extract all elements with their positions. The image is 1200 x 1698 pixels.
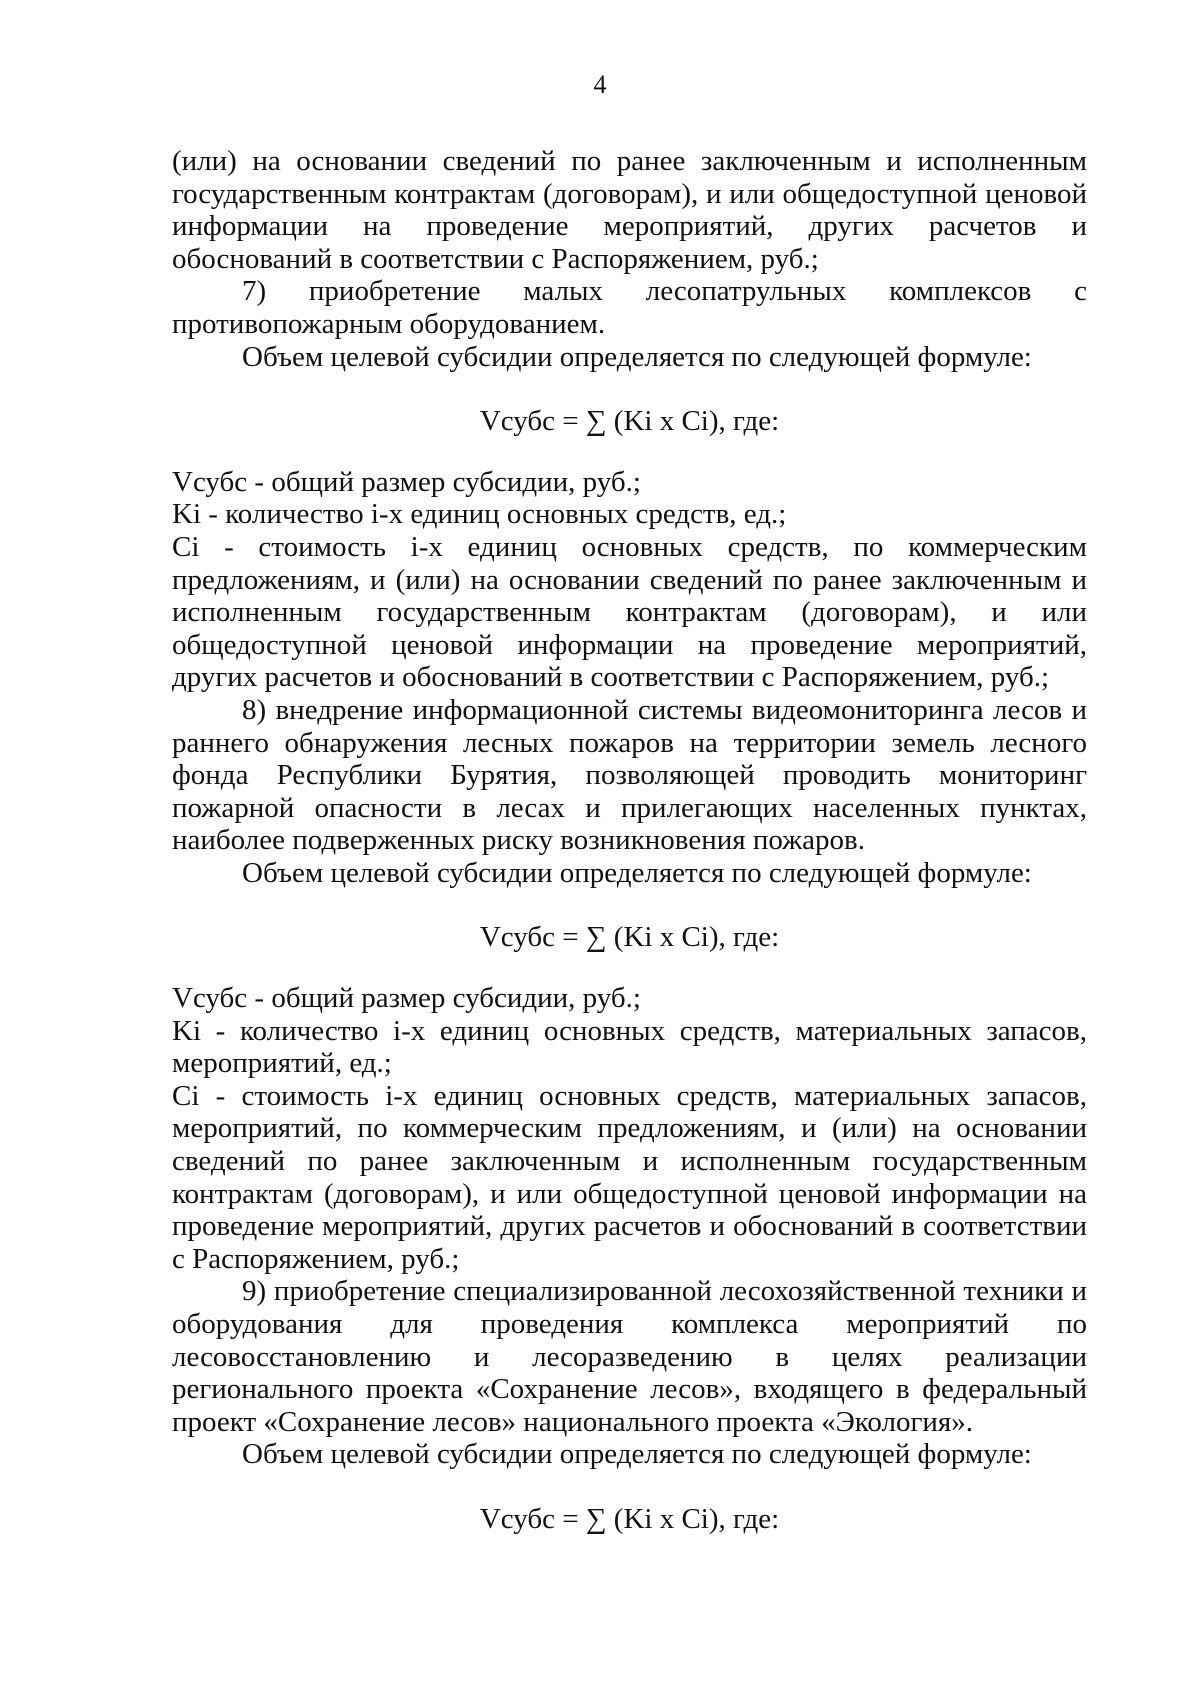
formula: Vсубс = ∑ (Ki x Ci), где:	[479, 921, 780, 954]
formula-intro: Объем целевой субсидии определяется по следующей формуле:	[242, 1438, 1032, 1471]
continuation-paragraph: (или) на основании сведений по ранее заключенным и исполненным государственным контрактам (договорам), и или общедоступной ценовой информации на проведение мероприятий, других расчетов и обоснований в соответствии с Распоряжением, руб.;	[172, 145, 1087, 275]
spacer	[172, 1471, 1087, 1503]
list-item-9: 9) приобретение специализированной лесохозяйственной техники и оборудования для проведения комплекса мероприятий по лесовосстановлению и лесоразведению в целях реализации регионального проекта «Сохранение лесов», входящего в федеральный проект «Сохранение лесов» национального проекта «Экология».	[172, 1275, 1087, 1438]
definition-v: Vсубс - общий размер субсидии, руб.;	[172, 465, 641, 498]
formula: Vсубс = ∑ (Ki x Ci), где:	[479, 1502, 780, 1535]
page-number: 4	[593, 70, 607, 99]
spacer	[172, 438, 1087, 466]
definition-c: Ci - стоимость i-х единиц основных средств, по коммерческим предложениям, и (или) на основании сведений по ранее заключенным и исполненным государственным контрактам (договорам), и или общедоступной ценовой информации на проведение мероприятий, других расчетов и обоснований в соответствии с Распоряжением, руб.;	[172, 530, 1087, 694]
formula-intro: Объем целевой субсидии определяется по следующей формуле:	[242, 856, 1032, 889]
definition-k: Ki - количество i-х единиц основных средств, материальных запасов, мероприятий, ед.;	[172, 1014, 1087, 1080]
spacer	[172, 373, 1087, 405]
definition-v: Vсубс - общий размер субсидии, руб.;	[172, 982, 641, 1015]
definition-c: Ci - стоимость i-х единиц основных средств, материальных запасов, мероприятий, по коммерческим предложениям, и (или) на основании сведений по ранее заключенным и исполненным государственным контрактам (договорам), и или общедоступной ценовой информации на проведение мероприятий, других расчетов и обоснований в соответствии с Распоряжением, руб.;	[172, 1079, 1087, 1275]
list-item-8: 8) внедрение информационной системы видеомониторинга лесов и раннего обнаружения лесных пожаров на территории земель лесного фонда Республики Бурятия, позволяющей проводить мониторинг пожарной опасности в лесах и прилегающих населенных пунктах, наиболее подверженных риску возникновения пожаров.	[172, 693, 1087, 857]
document-body	[172, 145, 1087, 1536]
definition-k: Ki - количество i-х единиц основных средств, ед.;	[172, 498, 787, 531]
formula: Vсубс = ∑ (Ki x Ci), где:	[479, 405, 780, 438]
formula-intro: Объем целевой субсидии определяется по следующей формуле:	[242, 340, 1032, 373]
spacer	[172, 954, 1087, 982]
list-item-7: 7) приобретение малых лесопатрульных комплексов с противопожарным оборудованием.	[172, 275, 1087, 340]
spacer	[172, 889, 1087, 921]
